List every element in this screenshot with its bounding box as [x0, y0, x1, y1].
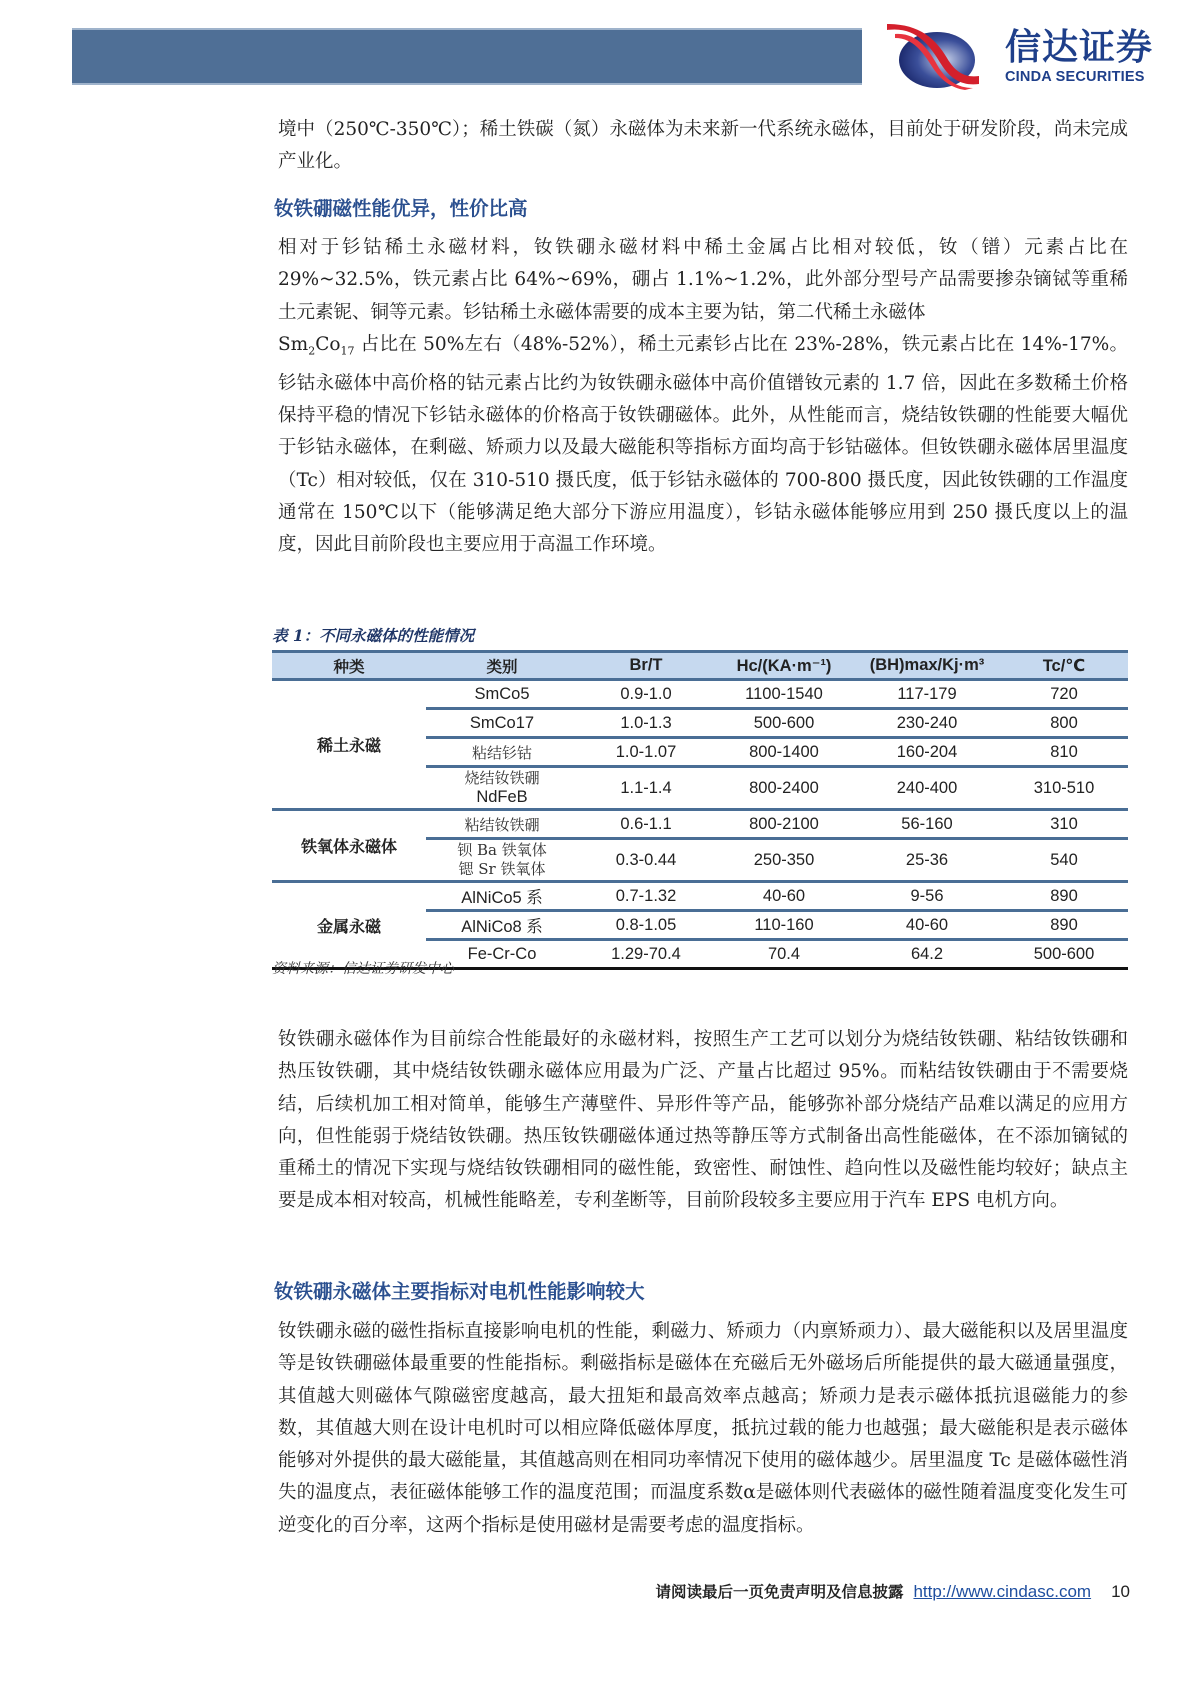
- cell-tc: 800: [1000, 709, 1128, 738]
- cell-br: 0.6-1.1: [578, 810, 714, 839]
- cell-category: Fe-Cr-Co: [426, 940, 578, 969]
- cell-br: 1.29-70.4: [578, 940, 714, 969]
- cell-category: SmCo5: [474, 684, 530, 703]
- group-kind-ferrite: 铁氧体永磁体: [272, 810, 426, 882]
- header-band: [72, 28, 862, 85]
- footer-website-link[interactable]: http://www.cindasc.com: [913, 1582, 1092, 1601]
- cell-bhmax: 64.2: [854, 940, 1000, 969]
- cell-category: [426, 767, 578, 810]
- cell-br: 0.7-1.32: [578, 882, 714, 911]
- header-tc: Tc/℃: [1000, 652, 1128, 680]
- cell-category: [426, 810, 578, 839]
- cell-bhmax: 240-400: [854, 767, 1000, 810]
- cell-category-line1: 烧结钕铁硼: [464, 769, 540, 787]
- logo-english-name: CINDA SECURITIES: [1005, 69, 1145, 85]
- cell-tc: 890: [1000, 882, 1128, 911]
- cell-br: 1.0-1.3: [578, 709, 714, 738]
- cell-hc: 70.4: [714, 940, 854, 969]
- paragraph-text-part-a: 相对于钐钴稀土永磁材料，钕铁硼永磁材料中稀土金属占比相对较低，钕（镨）元素占比在29%~32.5%，铁元素占比 64%~69%，硼占 1.1%~1.2%，此外部分型号产品需要掺杂镝铽等重稀土元素铌、铜等元素。钐钴稀土永磁体需要的成本主要为钴，第二代稀土永磁体: [278, 237, 1128, 323]
- paragraph-ndfeb-vs-smco: [278, 232, 1128, 562]
- header-category: 类别: [426, 652, 578, 680]
- table-source-note: 资料来源：信达证券研发中心: [272, 961, 454, 977]
- table-row: [272, 810, 1128, 839]
- cinda-logo-icon: [885, 24, 981, 90]
- section-heading-ndfeb-performance: 钕铁硼磁性能优异，性价比高: [274, 197, 528, 220]
- table-row: [272, 680, 1128, 709]
- paragraph-ndfeb-types: 钕铁硼永磁体作为目前综合性能最好的永磁材料，按照生产工艺可以划分为烧结钕铁硼、粘结钕铁硼和热压钕铁硼，其中烧结钕铁硼永磁体应用最为广泛、产量占比超过 95%。而粘结钕铁硼由于不需要烧结，后续机加工相对简单，能够生产薄壁件、异形件等产品，能够弥补部分烧结产品难以满足的应用方向，但性能弱于烧结钕铁硼。热压钕铁硼磁体通过热等静压等方式制备出高性能磁体，在不添加镝铽的重稀土的情况下实现与烧结钕铁硼相同的磁性能，致密性、耐蚀性、趋向性以及磁性能均较好；缺点主要是成本相对较高，机械性能略差，专利垄断等，目前阶段较多主要应用于汽车 EPS 电机方向。: [278, 1029, 1128, 1212]
- company-logo: [885, 24, 1185, 90]
- cell-category-line2: NdFeB: [476, 788, 528, 806]
- cell-br: 1.0-1.07: [578, 738, 714, 767]
- cell-category: [426, 839, 578, 882]
- cell-category: AlNiCo5 系: [426, 882, 578, 911]
- cell-category: SmCo17: [426, 709, 578, 738]
- logo-chinese-name: 信达证券: [1005, 27, 1154, 68]
- page-footer: [590, 1580, 1130, 1602]
- table-header-row: [272, 652, 1128, 680]
- cell-br: 1.1-1.4: [578, 767, 714, 810]
- cell-bhmax: 230-240: [854, 709, 1000, 738]
- paragraph-ndfeb-indicators: 钕铁硼永磁的磁性指标直接影响电机的性能，剩磁力、矫顽力（内禀矫顽力）、最大磁能积以及居里温度等是钕铁硼磁体最重要的性能指标。剩磁指标是磁体在充磁后无外磁场后所能提供的最大磁通量强度，其值越大则磁体气隙磁密度越高，最大扭矩和最高效率点越高；矫顽力是表示磁体抵抗退磁能力的参数，其值越大则在设计电机时可以相应降低磁体厚度，抵抗过载的能力也越强；最大磁能积是表示磁体能够对外提供的最大磁能量，其值越高则在相同功率情况下使用的磁体越少。居里温度 Tc 是磁体磁性消失的温度点，表征磁体能够工作的温度范围；而温度系数α是磁体则代表磁体的磁性随着温度变化发生可逆变化的百分率，这两个指标是使用磁材是需要考虑的温度指标。: [278, 1321, 1128, 1536]
- magnet-performance-table: [272, 650, 1128, 970]
- cell-br: 0.8-1.05: [578, 911, 714, 940]
- section-heading-ndfeb-indicators: 钕铁硼永磁体主要指标对电机性能影响较大: [274, 1280, 645, 1303]
- cell-category: [426, 738, 578, 767]
- cell-tc: 500-600: [1000, 940, 1128, 969]
- cell-tc: 540: [1000, 839, 1128, 882]
- header-bhmax: (BH)max/Kj·m³: [854, 652, 1000, 680]
- cell-category: AlNiCo8 系: [426, 911, 578, 940]
- cell-hc: 500-600: [714, 709, 854, 738]
- cell-tc: 310-510: [1000, 767, 1128, 810]
- cell-hc: 800-1400: [714, 738, 854, 767]
- cell-category-text: 粘结钐钴: [471, 743, 532, 762]
- cell-tc: 890: [1000, 911, 1128, 940]
- cell-br: 0.9-1.0: [620, 684, 672, 703]
- formula-sm: Sm: [278, 333, 309, 355]
- cell-hc: 110-160: [714, 911, 854, 940]
- cell-hc: 250-350: [714, 839, 854, 882]
- header-hc: Hc/(KA·m⁻¹): [714, 652, 854, 680]
- cell-bhmax: 117-179: [897, 684, 957, 703]
- group-kind-rare-earth: 稀土永磁: [316, 736, 381, 755]
- header-br: Br/T: [578, 652, 714, 680]
- cell-tc: 310: [1000, 810, 1128, 839]
- cell-category-text: 粘结钕铁硼: [464, 815, 540, 834]
- paragraph-text-part-b: 占比在 50%左右（48%-52%），稀土元素钐占比在 23%-28%，铁元素占比在 14%-17%。钐钴永磁体中高价格的钴元素占比约为钕铁硼永磁体中高价值镨钕元素的 1.7 倍，因此在多数稀土价格保持平稳的情况下钐钴永磁体的价格高于钕铁硼磁体。此外，从性能而言，烧结钕铁硼的性能要大幅优于钐钴永磁体，在剩磁、矫顽力以及最大磁能积等指标方面均高于钐钴磁体。但钕铁硼永磁体居里温度（Tc）相对较低，仅在 310-510 摄氏度，低于钐钴永磁体的 700-800 摄氏度，因此钕铁硼的工作温度通常在 150℃以下（能够满足绝大部分下游应用温度），钐钴永磁体能够应用到 250 摄氏度以上的温度，因此目前阶段也主要应用于高温工作环境。: [278, 333, 1128, 556]
- cell-bhmax: 40-60: [854, 911, 1000, 940]
- cell-hc: 1100-1540: [745, 684, 823, 703]
- cell-category-line1: 钡 Ba 铁氧体: [457, 841, 547, 859]
- formula-sub-2: 2: [308, 344, 316, 358]
- cell-bhmax: 25-36: [854, 839, 1000, 882]
- footer-disclaimer: 请阅读最后一页免责声明及信息披露: [655, 1582, 904, 1601]
- cell-hc: 40-60: [714, 882, 854, 911]
- cell-bhmax: 9-56: [854, 882, 1000, 911]
- cell-br: 0.3-0.44: [578, 839, 714, 882]
- group-kind-metal: 金属永磁: [272, 882, 426, 969]
- cell-tc: 810: [1000, 738, 1128, 767]
- table-row: [272, 882, 1128, 911]
- cell-bhmax: 56-160: [854, 810, 1000, 839]
- cell-hc: 800-2400: [714, 767, 854, 810]
- cell-hc: 800-2100: [714, 810, 854, 839]
- cell-tc: 720: [1050, 684, 1078, 703]
- formula-co: Co: [315, 333, 341, 355]
- table-caption: 表 1：不同永磁体的性能情况: [272, 626, 475, 645]
- cell-bhmax: 160-204: [854, 738, 1000, 767]
- page-number: 10: [1111, 1582, 1130, 1601]
- header-kind: 种类: [272, 652, 426, 680]
- paragraph-intro-continuation: 境中（250℃-350℃）；稀土铁碳（氮）永磁体为未来新一代系统永磁体，目前处于研发阶段，尚未完成产业化。: [278, 119, 1128, 173]
- formula-sub-17: 17: [340, 344, 355, 358]
- cell-category-line2: 锶 Sr 铁氧体: [458, 860, 546, 878]
